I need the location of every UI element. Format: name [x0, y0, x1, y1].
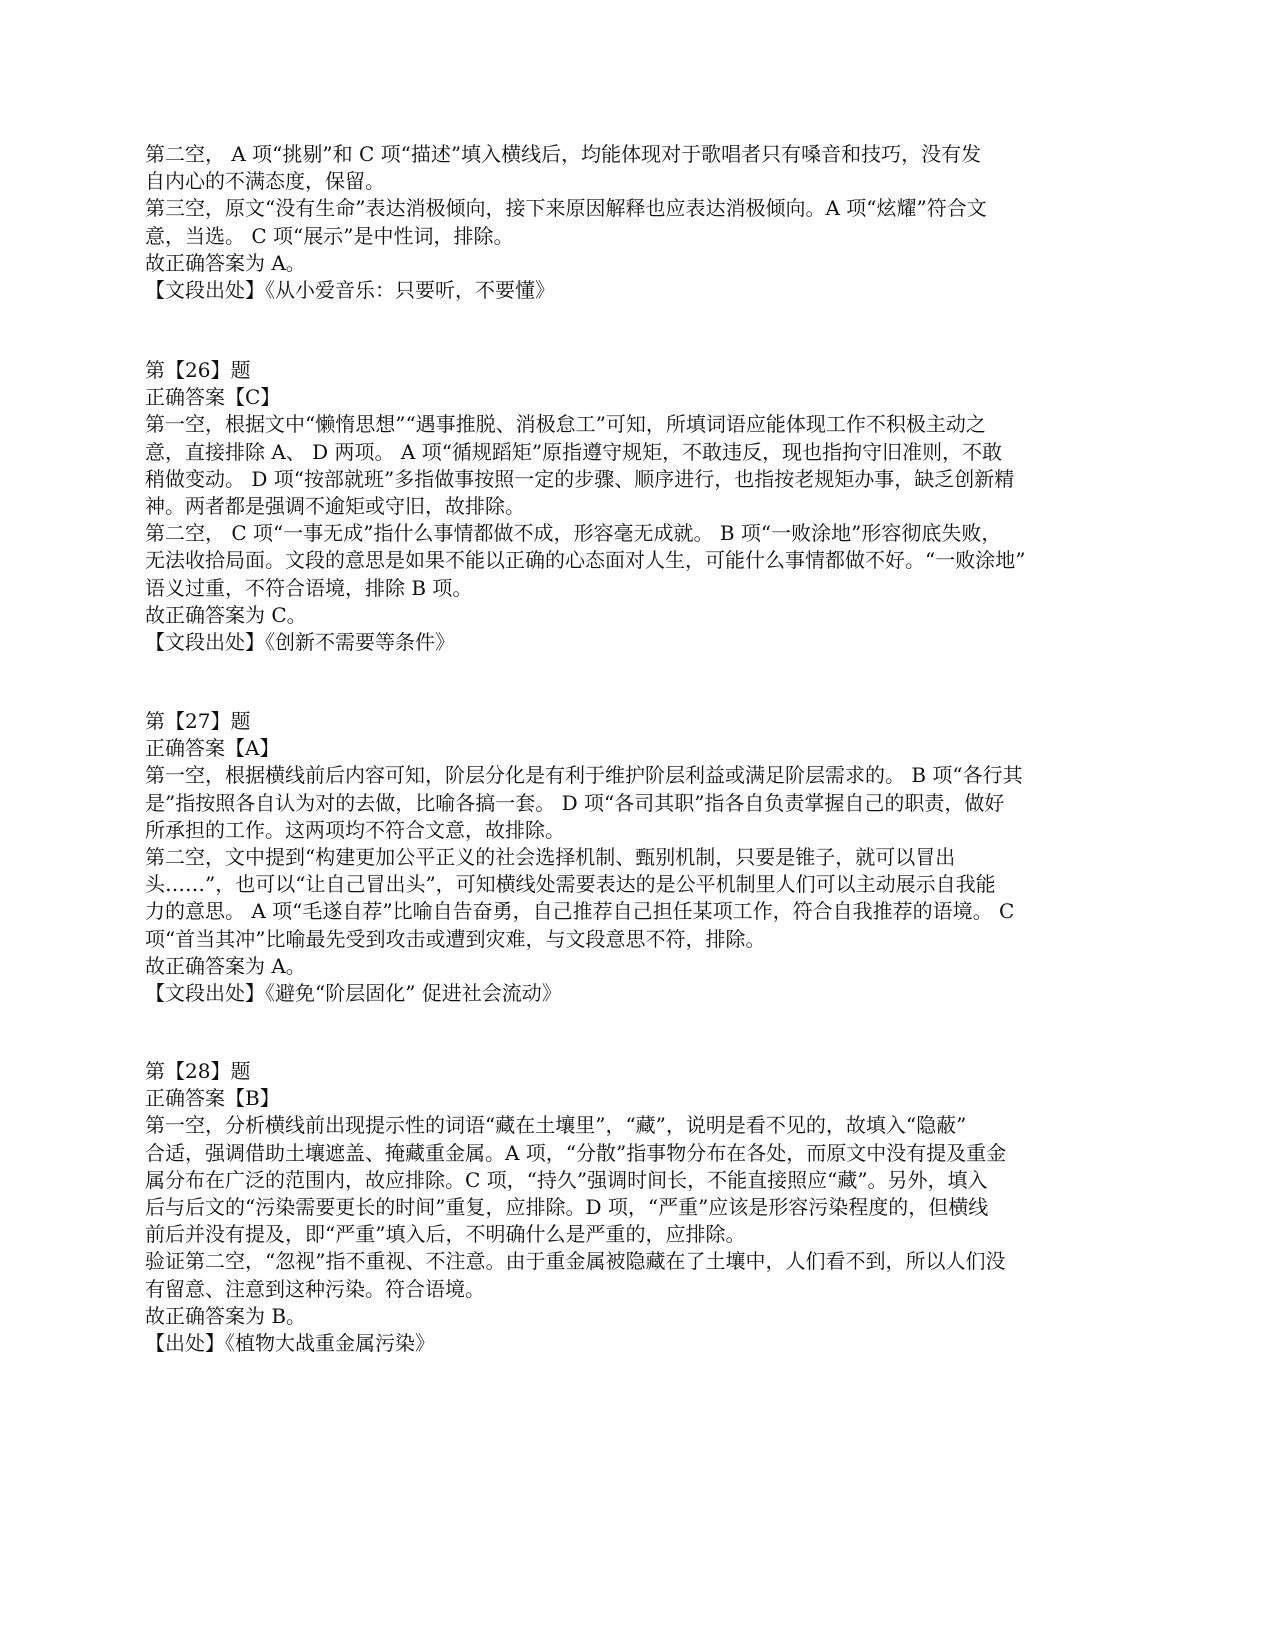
text-line: 第一空，根据横线前后内容可知，阶层分化是有利于维护阶层利益或满足阶层需求的。 B 项“各行其: [145, 763, 1023, 788]
text-line: 【文段出处】《从小爱音乐：只要听，不要懂》: [145, 277, 555, 302]
text-line: 正确答案【C】: [145, 385, 281, 410]
text-line: 稍做变动。 D 项“按部就班”多指做事按照一定的步骤、顺序进行，也指按老规矩办事，缺乏创新精: [145, 466, 1015, 491]
text-line: 项“首当其冲”比喻最先受到攻击或遭到灾难，与文段意思不符，排除。: [145, 926, 766, 951]
text-line: 第二空， C 项“一事无成”指什么事情都做不成，形容毫无成就。 B 项“一败涂地”形容彻底失败，: [145, 521, 1002, 546]
question-27: [145, 708, 1105, 1007]
text-line: 属分布在广泛的范围内，故应排除。C 项，“持久”强调时间长，不能直接照应“藏”。另外，填入: [145, 1167, 988, 1192]
explanation-continued: [145, 141, 1105, 304]
text-line: 故正确答案为 A。: [145, 953, 306, 978]
text-line: 所承担的工作。这两项均不符合文意，故排除。: [145, 817, 565, 842]
text-line: 是”指按照各自认为对的去做，比喻各搞一套。 D 项“各司其职”指各自负责掌握自己的职责，做好: [145, 790, 1005, 815]
text-line: 力的意思。 A 项“毛遂自荐”比喻自告奋勇，自己推荐自己担任某项工作，符合自我推荐的语境。 C: [145, 899, 1015, 924]
text-line: 第一空，根据文中“懒惰思想”“遇事推脱、消极怠工”可知，所填词语应能体现工作不积极主动之: [145, 412, 986, 437]
text-line: 无法收拾局面。文段的意思是如果不能以正确的心态面对人生，可能什么事情都做不好。“一败涂地”: [145, 548, 1026, 573]
text-line: 故正确答案为 C。: [145, 602, 307, 627]
text-line: 第【28】题: [145, 1059, 251, 1083]
text-line: 头……”，也可以“让自己冒出头”，可知横线处需要表达的是公平机制里人们可以主动展示自我能: [145, 872, 996, 897]
text-line: 第【26】题: [145, 358, 251, 382]
text-line: 正确答案【B】: [145, 1086, 280, 1111]
text-line: 验证第二空，“忽视”指不重视、不注意。由于重金属被隐藏在了土壤中，人们看不到，所以人们没: [145, 1249, 1006, 1274]
question-26: [145, 357, 1105, 656]
text-line: 后与后文的“污染需要更长的时间”重复，应排除。D 项，“严重”应该是形容污染程度的，但横线: [145, 1194, 989, 1219]
text-line: 合适，强调借助土壤遮盖、掩藏重金属。A 项，“分散”指事物分布在各处，而原文中没有提及重金: [145, 1140, 1007, 1165]
question-28: [145, 1058, 1105, 1357]
text-line: 第二空，文中提到“构建更加公平正义的社会选择机制、甄别机制，只要是锥子，就可以冒出: [145, 844, 956, 869]
text-line: 第一空，分析横线前出现提示性的词语“藏在土壤里”，“藏”，说明是看不见的，故填入“隐蔽”: [145, 1113, 967, 1138]
text-line: 正确答案【A】: [145, 736, 280, 761]
text-line: 神。两者都是强调不逾矩或守旧，故排除。: [145, 493, 525, 518]
text-line: 语义过重，不符合语境，排除 B 项。: [145, 575, 473, 600]
text-line: 意，当选。 C 项“展示”是中性词，排除。: [145, 223, 514, 248]
text-line: 【出处】《植物大战重金属污染》: [145, 1330, 435, 1355]
text-line: 意，直接排除 A、 D 两项。 A 项“循规蹈矩”原指遵守规矩，不敢违反，现也指拘守旧准则，不敢: [145, 439, 1003, 464]
text-line: 第【27】题: [145, 709, 251, 733]
text-line: 【文段出处】《避免“阶层固化” 促进社会流动》: [145, 980, 562, 1005]
text-line: 有留意、注意到这种污染。符合语境。: [145, 1276, 485, 1301]
text-line: 第二空， A 项“挑剔”和 C 项“描述”填入横线后，均能体现对于歌唱者只有嗓音和技巧，没有发: [145, 142, 982, 166]
text-line: 故正确答案为 A。: [145, 250, 306, 275]
text-line: 【文段出处】《创新不需要等条件》: [145, 629, 455, 654]
text-line: 前后并没有提及，即“严重”填入后，不明确什么是严重的，应排除。: [145, 1222, 746, 1247]
text-line: 故正确答案为 B。: [145, 1303, 307, 1328]
text-line: 第三空，原文“没有生命”表达消极倾向，接下来原因解释也应表达消极倾向。A 项“炫耀”符合文: [145, 196, 987, 221]
text-line: 自内心的不满态度，保留。: [145, 169, 385, 194]
